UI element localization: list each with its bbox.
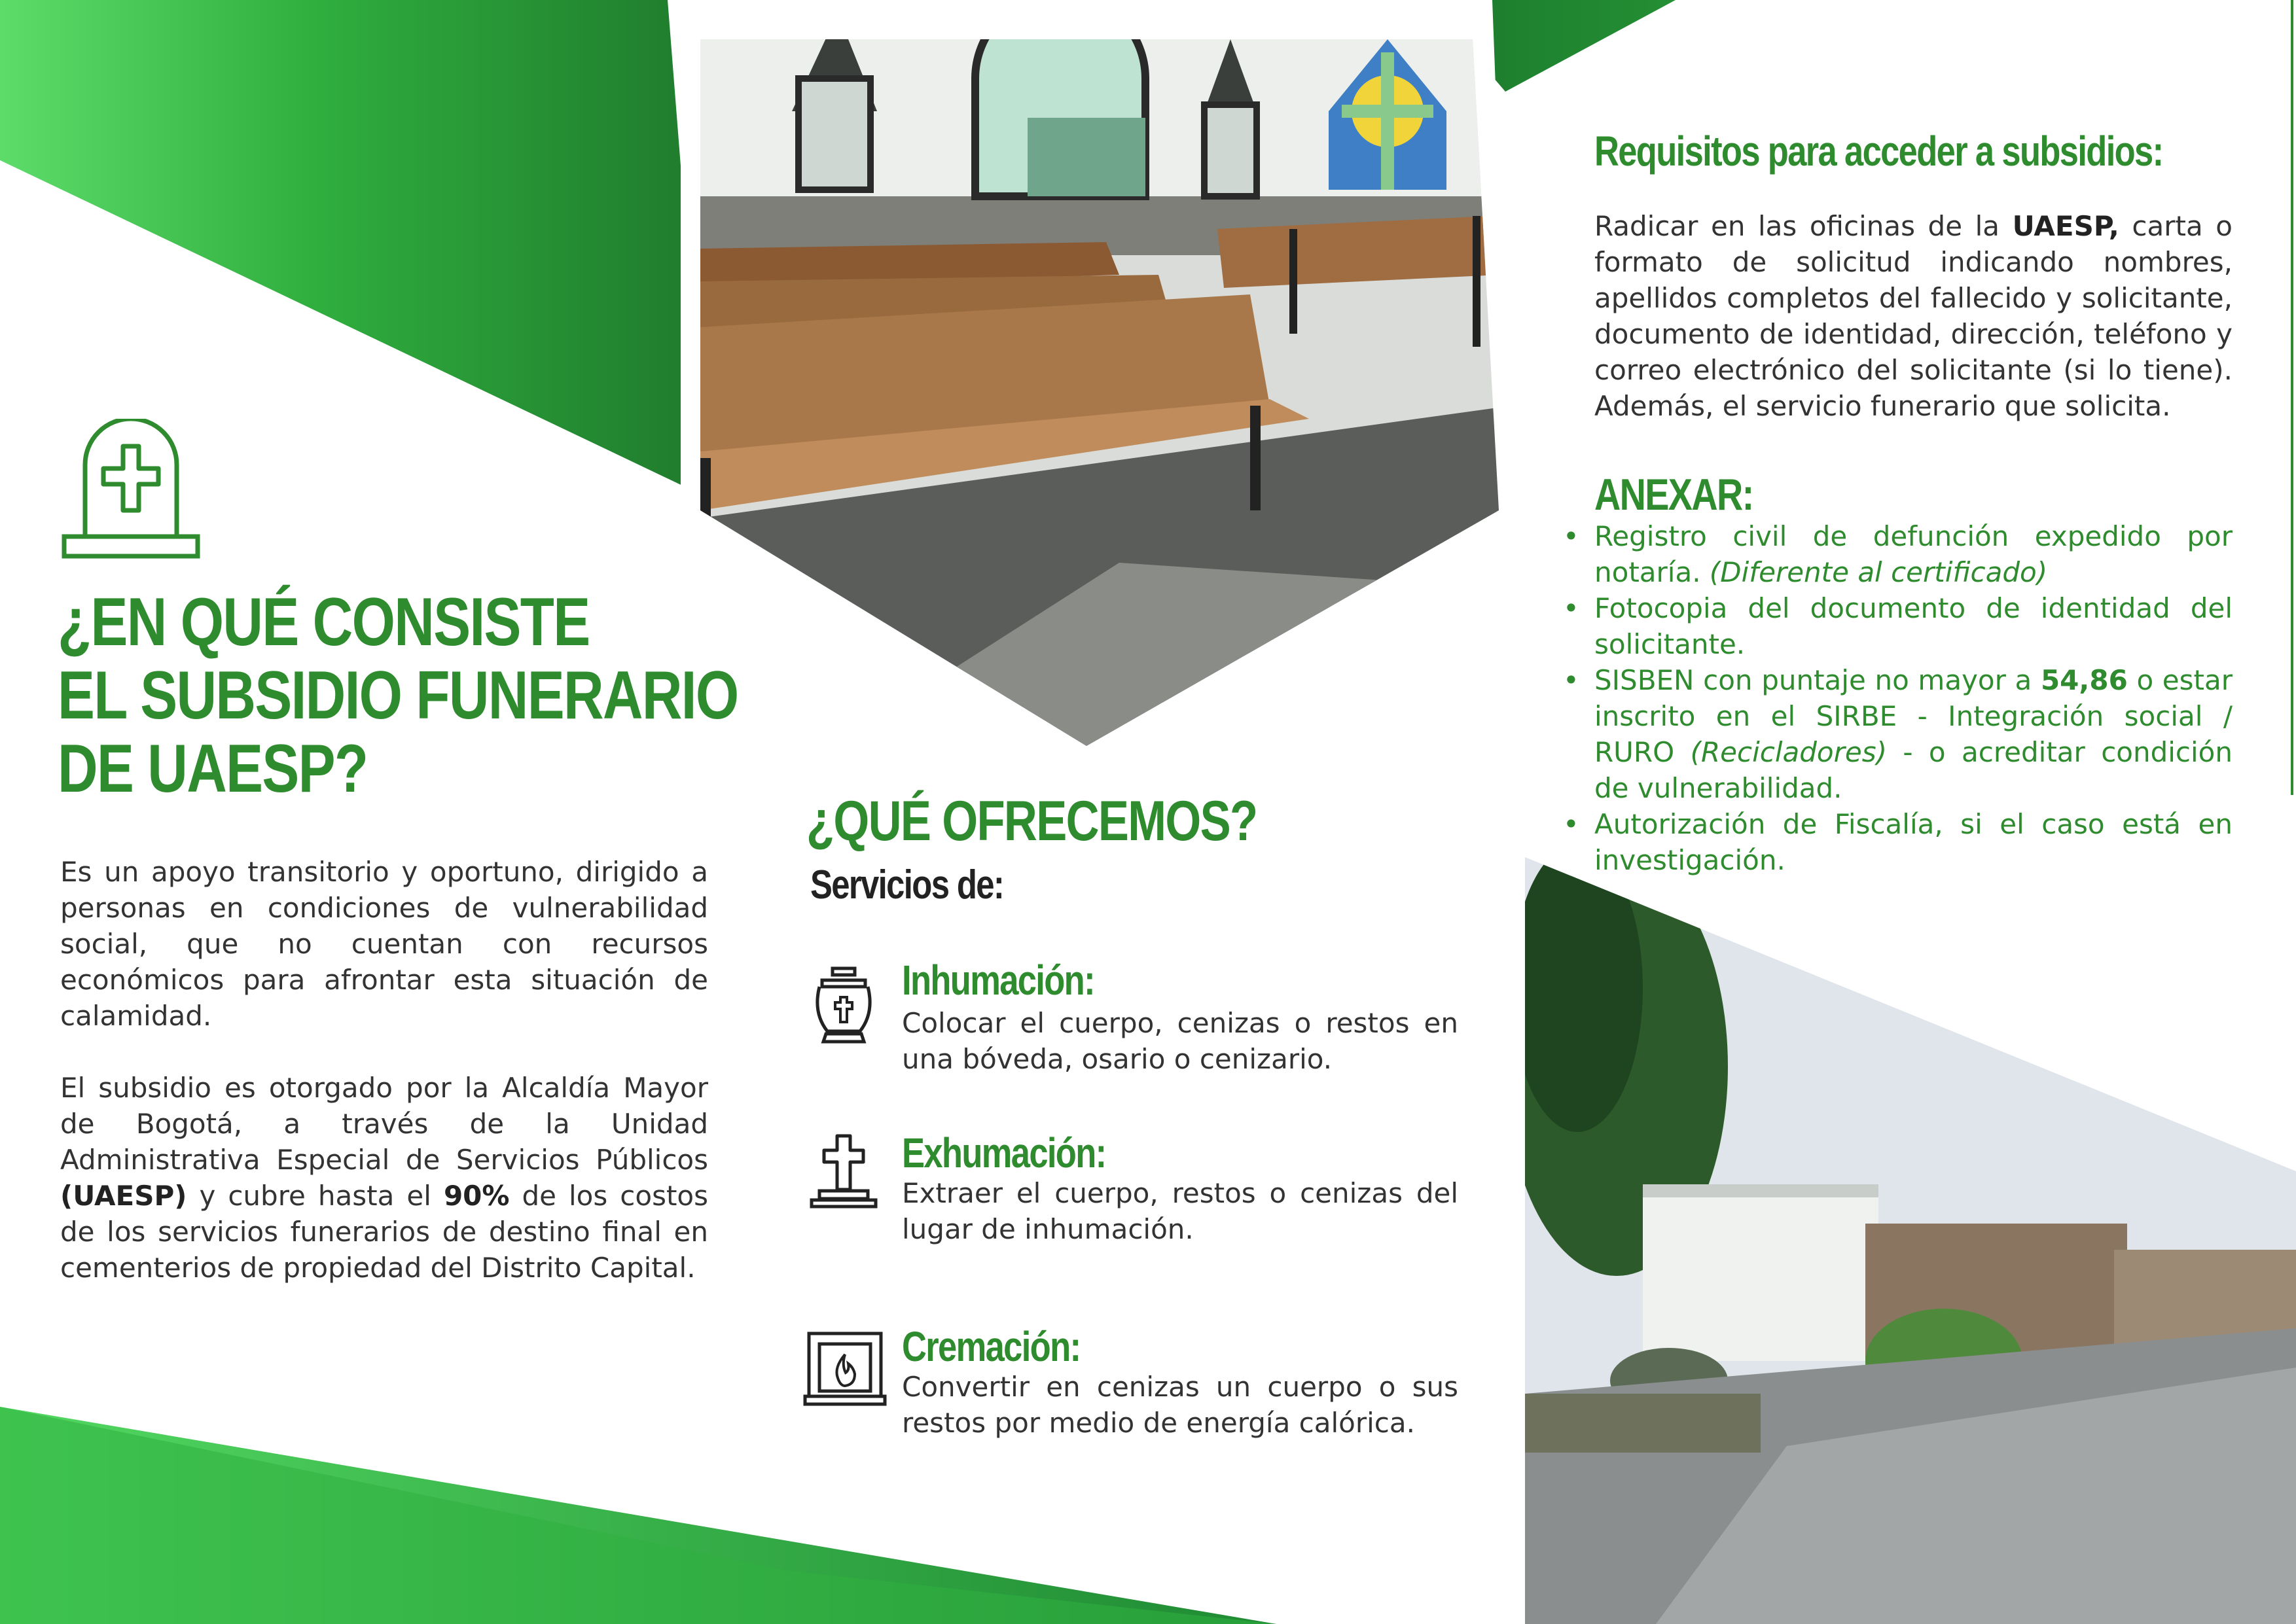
para2-uaesp: (UAESP)	[60, 1180, 187, 1212]
annex-item-1-text: Registro civil de defunción expedido por notaría.	[1594, 520, 2233, 588]
annex-item-3-text-a: SISBEN con puntaje no mayor a	[1594, 664, 2041, 696]
annex-title: ANEXAR:	[1594, 470, 1753, 520]
service-exhumacion-desc: Extraer el cuerpo, restos o cenizas del lugar de inhumación.	[902, 1177, 1458, 1245]
annex-item-3-text-e: - o acreditar condición de vulnerabilidad.	[1594, 736, 2233, 804]
para2-text-a: El subsidio es otorgado por la Alcaldía Mayor de Bogotá, a través de la Unidad Administrativa Especial de Servicios Públicos	[60, 1072, 708, 1176]
annex-item-1	[1559, 518, 2233, 590]
req-text-a: Radicar en las oficinas de la	[1594, 210, 2013, 242]
right-edge-line	[2291, 0, 2293, 795]
annex-item-3-note: (Recicladores)	[1690, 736, 1887, 768]
service-inhumacion-desc: Colocar el cuerpo, cenizas o restos en una bóveda, osario o cenizario.	[902, 1007, 1458, 1075]
left-title	[58, 586, 778, 805]
service-cremacion-name: Cremación:	[902, 1323, 1081, 1370]
annex-item-3	[1559, 662, 2233, 806]
requirements-title: Requisitos para acceder a subsidios:	[1594, 128, 2163, 175]
service-inhumacion-name: Inhumación:	[902, 957, 1094, 1004]
tombstone-cross-icon	[60, 419, 202, 560]
service-exhumacion-name: Exhumación:	[902, 1129, 1106, 1176]
para2-text-c: y cubre hasta el	[187, 1180, 444, 1212]
chapel-photo	[661, 0, 1512, 772]
req-text-c: carta o formato de solicitud indicando nombres, apellidos completos del fallecido y solicitante, documento de identidad, dirección, teléfono y correo electrónico del solicitante (si lo tiene). Además, el servicio funerario que solicita.	[1594, 210, 2233, 422]
para2-percent: 90%	[443, 1180, 510, 1212]
cemetery-photo	[1525, 857, 2296, 1624]
requirements-paragraph	[1594, 208, 2233, 424]
annex-item-3-score: 54,86	[2040, 664, 2128, 696]
annex-item-2-text: Fotocopia del documento de identidad del solicitante.	[1594, 592, 2233, 660]
annex-item-4	[1559, 806, 2233, 878]
middle-title: ¿QUÉ OFRECEMOS?	[806, 790, 1257, 853]
left-paragraph-2	[60, 1070, 708, 1286]
middle-subtitle: Servicios de:	[810, 862, 1004, 908]
grave-cross-icon	[808, 1131, 880, 1209]
cremation-oven-icon	[802, 1328, 888, 1407]
left-title-line-3: DE UAESP?	[58, 731, 368, 807]
left-title-line-1: ¿EN QUÉ CONSISTE	[58, 584, 590, 660]
service-cremacion-desc: Convertir en cenizas un cuerpo o sus restos por medio de energía calórica.	[902, 1371, 1458, 1439]
left-title-line-2: EL SUBSIDIO FUNERARIO	[58, 658, 738, 733]
urn-icon	[808, 961, 880, 1046]
left-paragraph-1: Es un apoyo transitorio y oportuno, dirigido a personas en condiciones de vulnerabilidad social, que no cuentan con recursos económicos para afrontar esta situación de calamidad.	[60, 856, 708, 1032]
para2-text-e: de los costos de los servicios funerarios de destino final en cementerios de propiedad del Distrito Capital.	[60, 1180, 709, 1284]
annex-item-1-note: (Diferente al certificado)	[1709, 556, 2048, 588]
req-uaesp: UAESP,	[2012, 210, 2119, 242]
annex-list	[1559, 518, 2233, 878]
annex-item-4-text: Autorización de Fiscalía, si el caso está en investigación.	[1594, 808, 2233, 876]
annex-item-2	[1559, 590, 2233, 662]
annex-item-3-text-c: o estar inscrito en el SIRBE - Integración social / RURO	[1594, 664, 2233, 768]
